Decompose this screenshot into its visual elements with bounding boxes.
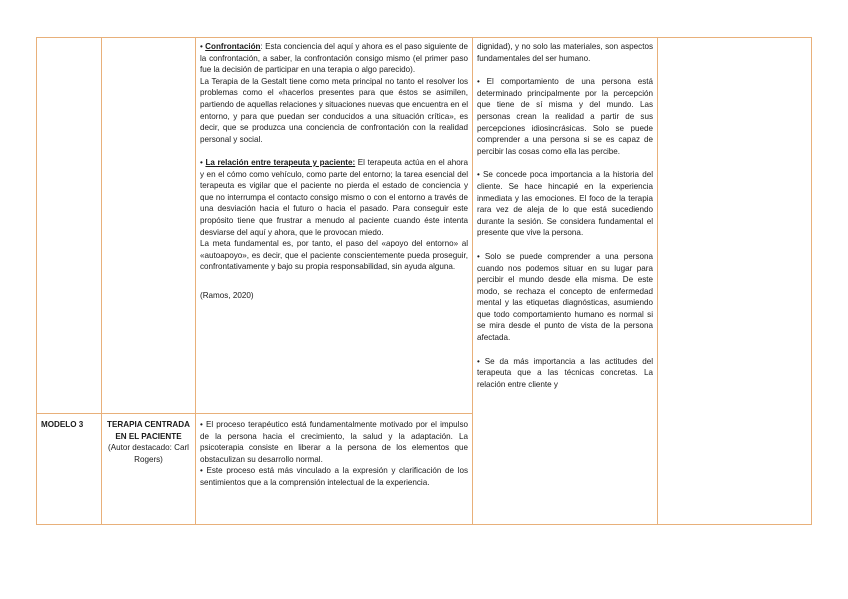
principle-paragraph-4: • Solo se puede comprender a una persona cuando nos podemos situar en su lugar para percibir el mundo desde ella misma. De este modo, se rechaza el concepto de enfermedad mental y las etiquetas diagnósticas, asumiendo que todo comportamiento humano es normal si se mira desde el punto de vista de la persona afectada. bbox=[477, 251, 653, 343]
relacion-text: El terapeuta actúa en el ahora y en el cómo como vehículo, como parte del entorno; la tarea esencial del terapeuta es vigilar que el paciente no pierda el estado de conciencia y que no interrumpa el contacto consigo mismo o con el entorno a través de una desviación hacia el futuro o hacia el pasado. Para conseguir este propósito tiene que frustrar a menudo al paciente cuando éste intenta desviarse del aquí y ahora, que le provocan miedo. bbox=[200, 157, 468, 237]
principle-paragraph-5: • Se da más importancia a las actitudes del terapeuta que a las técnicas concretas. La relación entre cliente y bbox=[477, 356, 653, 389]
therapy-author: (Autor destacado: Carl Rogers) bbox=[108, 443, 189, 464]
gestalt-paragraph: La Terapia de la Gestalt tiene como meta principal no tanto el resolver los problemas como el «hacerlos presentes para que éstos se asimilen, partiendo de aquellas relaciones y situaciones nuevas que encuentra en el entorno, y para que puedan ser conducidos a una situación crítica», es decir, que se produzca una conciencia de confrontación con la realidad personal y social. bbox=[200, 76, 468, 144]
relacion-paragraph: • La relación entre terapeuta y paciente: El terapeuta actúa en el ahora y en el cómo como vehículo, como parte del entorno; la tarea esencial del terapeuta es vigilar que el paciente no pierda el estado de conciencia y que no interrumpa el contacto consigo mismo o con el entorno a través de una desviación hacia el futuro o hacia el pasado. Para conseguir este propósito tiene que frustrar a menudo al paciente cuando éste intenta desviarse del aquí y ahora, que le provocan miedo. bbox=[200, 157, 468, 237]
principles-content bbox=[477, 41, 653, 390]
rogers-content bbox=[200, 419, 468, 489]
relacion-label: La relación entre terapeuta y paciente: bbox=[205, 157, 356, 167]
principle-paragraph-3: • Se concede poca importancia a la historia del cliente. Se hace hincapié en la experiencia inmediata y las emociones. El foco de la terapia rara vez de aleja de lo que está sucediendo durante la sesión. Se considera fundamental el presente que vive la persona. bbox=[477, 170, 653, 238]
rogers-paragraph-2: • Este proceso está más vinculado a la expresión y clarificación de los sentimientos que a la comprensión intelectual de la experiencia. bbox=[200, 466, 468, 487]
gestalt-content bbox=[200, 41, 468, 301]
therapy-title: TERAPIA CENTRADA EN EL PACIENTE bbox=[107, 420, 190, 441]
citation: (Ramos, 2020) bbox=[200, 290, 254, 300]
model-description bbox=[104, 419, 193, 465]
rogers-paragraph-1: • El proceso terapéutico está fundamentalmente motivado por el impulso de la persona hacia el crecimiento, la salud y la adaptación. La psicoterapia consiste en liberar a la persona de los elementos que obstaculizan su desarrollo normal. bbox=[200, 420, 468, 464]
cell-row1-col1 bbox=[36, 37, 102, 414]
confrontacion-paragraph: • Confrontación: Esta conciencia del aquí y ahora es el paso siguiente de la confrontación, a saber, la confrontación consigo mismo (el primer paso fue la decisión de participar en una terapia o algo parecido). bbox=[200, 42, 468, 75]
principle-paragraph-1: dignidad), y no solo las materiales, son aspectos fundamentales del ser humano. bbox=[477, 42, 653, 63]
meta-paragraph: La meta fundamental es, por tanto, el paso del «apoyo del entorno» al «autoapoyo», es decir, que el paciente conscientemente pueda proseguir, confrontativamente y bajo su propia responsabilidad, sin ayuda alguna. bbox=[200, 239, 468, 272]
confrontacion-label: Confrontación bbox=[205, 42, 261, 51]
cell-row1-col2 bbox=[101, 37, 196, 414]
model-label: MODELO 3 bbox=[41, 420, 84, 429]
principle-paragraph-2: • El comportamiento de una persona está determinado principalmente por la percepción que tiene de sí misma y del mundo. Las personas crean la realidad a partir de sus percepciones idiosincrásicas. Solo se puede comprender a una persona si se es capaz de percibir las cosas como ella las percibe. bbox=[477, 77, 653, 156]
confrontacion-text: : Esta conciencia del aquí y ahora es el paso siguiente de la confrontación, a saber, la confrontación consigo mismo (el primer paso fue la decisión de participar en una terapia o algo parecido). bbox=[200, 42, 468, 75]
cell-col5 bbox=[657, 37, 812, 525]
